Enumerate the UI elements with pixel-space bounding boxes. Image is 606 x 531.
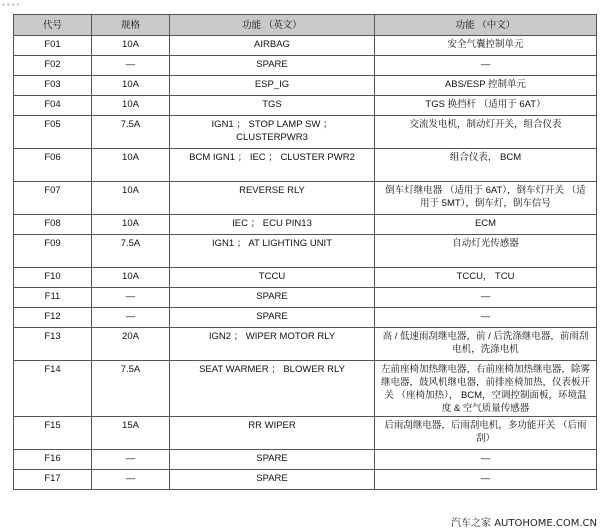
fuse-code-cell: F15	[14, 417, 92, 450]
table-body	[14, 36, 597, 490]
table-row	[14, 328, 597, 361]
function-english-cell: RR WIPER	[170, 417, 375, 450]
fuse-code-cell: F05	[14, 116, 92, 149]
table-row	[14, 36, 597, 56]
function-chinese-cell: 安全气囊控制单元	[375, 36, 597, 56]
fuse-code-cell: F12	[14, 308, 92, 328]
function-english-cell: IGN2 ； WIPER MOTOR RLY	[170, 328, 375, 361]
fuse-code-cell: F14	[14, 361, 92, 417]
function-chinese-cell: —	[375, 308, 597, 328]
fuse-code-cell: F13	[14, 328, 92, 361]
fuse-rating-cell: 10A	[92, 96, 170, 116]
function-chinese-cell: 倒车灯继电器 （适用于 6AT），倒车灯开关 （适用于 5MT），倒车灯，倒车信号	[375, 182, 597, 215]
header-function-chinese: 功能 （中文）	[375, 15, 597, 36]
function-english-cell: SPARE	[170, 308, 375, 328]
table-row	[14, 268, 597, 288]
function-chinese-cell: —	[375, 470, 597, 490]
fuse-rating-cell: 10A	[92, 215, 170, 235]
table-row	[14, 76, 597, 96]
fuse-code-cell: F06	[14, 149, 92, 182]
fuse-rating-cell: 7.5A	[92, 235, 170, 268]
function-english-cell: SEAT WARMER ； BLOWER RLY	[170, 361, 375, 417]
table-header-row	[14, 15, 597, 36]
table-row	[14, 450, 597, 470]
table-row	[14, 417, 597, 450]
fuse-code-cell: F10	[14, 268, 92, 288]
function-chinese-cell: —	[375, 288, 597, 308]
function-chinese-cell: ABS/ESP 控制单元	[375, 76, 597, 96]
function-english-cell: SPARE	[170, 288, 375, 308]
function-english-cell: IGN1 ； STOP LAMP SW ； CLUSTERPWR3	[170, 116, 375, 149]
header-function-english: 功能 （英文）	[170, 15, 375, 36]
fuse-rating-cell: 20A	[92, 328, 170, 361]
fuse-code-cell: F09	[14, 235, 92, 268]
function-english-cell: SPARE	[170, 450, 375, 470]
fuse-code-cell: F16	[14, 450, 92, 470]
function-english-cell: AIRBAG	[170, 36, 375, 56]
fuse-table	[13, 14, 597, 490]
fuse-rating-cell: 10A	[92, 36, 170, 56]
top-edge-mark: ▪▪▪▪	[2, 0, 22, 9]
fuse-rating-cell: 10A	[92, 182, 170, 215]
function-english-cell: TCCU	[170, 268, 375, 288]
table-row	[14, 288, 597, 308]
fuse-rating-cell: —	[92, 450, 170, 470]
fuse-rating-cell: 10A	[92, 76, 170, 96]
fuse-rating-cell: —	[92, 288, 170, 308]
fuse-code-cell: F08	[14, 215, 92, 235]
table-row	[14, 308, 597, 328]
fuse-rating-cell: —	[92, 470, 170, 490]
function-chinese-cell: 高 / 低速雨刮继电器，前 / 后洗涤继电器，前雨刮电机，洗涤电机	[375, 328, 597, 361]
function-chinese-cell: 组合仪表， BCM	[375, 149, 597, 182]
function-chinese-cell: 左前座椅加热继电器，右前座椅加热继电器，除雾继电器，鼓风机继电器，前排座椅加热，仪表板开关 （座椅加热）， BCM，空调控制面板，环境温度 & 空气质量传感器	[375, 361, 597, 417]
function-chinese-cell: —	[375, 450, 597, 470]
function-chinese-cell: —	[375, 56, 597, 76]
fuse-code-cell: F01	[14, 36, 92, 56]
fuse-rating-cell: 7.5A	[92, 361, 170, 417]
function-chinese-cell: TCCU， TCU	[375, 268, 597, 288]
fuse-code-cell: F03	[14, 76, 92, 96]
function-english-cell: REVERSE RLY	[170, 182, 375, 215]
fuse-rating-cell: 7.5A	[92, 116, 170, 149]
table-row	[14, 96, 597, 116]
fuse-code-cell: F17	[14, 470, 92, 490]
function-english-cell: SPARE	[170, 56, 375, 76]
table-row	[14, 215, 597, 235]
table-row	[14, 470, 597, 490]
fuse-rating-cell: 15A	[92, 417, 170, 450]
function-english-cell: IGN1 ； AT LIGHTING UNIT	[170, 235, 375, 268]
table-row	[14, 116, 597, 149]
fuse-rating-cell: —	[92, 308, 170, 328]
watermark: 汽车之家 AUTOHOME.COM.CN	[448, 514, 600, 529]
table-row	[14, 149, 597, 182]
fuse-rating-cell: —	[92, 56, 170, 76]
function-english-cell: TGS	[170, 96, 375, 116]
function-chinese-cell: TGS 换挡杆 （适用于 6AT）	[375, 96, 597, 116]
function-english-cell: BCM IGN1 ； IEC ； CLUSTER PWR2	[170, 149, 375, 182]
fuse-rating-cell: 10A	[92, 268, 170, 288]
table-row	[14, 235, 597, 268]
fuse-code-cell: F04	[14, 96, 92, 116]
function-chinese-cell: ECM	[375, 215, 597, 235]
fuse-rating-cell: 10A	[92, 149, 170, 182]
header-spec: 规格	[92, 15, 170, 36]
fuse-code-cell: F07	[14, 182, 92, 215]
function-chinese-cell: 后雨刮继电器，后雨刮电机，多功能开关 （后雨刮）	[375, 417, 597, 450]
fuse-code-cell: F11	[14, 288, 92, 308]
function-english-cell: IEC ； ECU PIN13	[170, 215, 375, 235]
fuse-code-cell: F02	[14, 56, 92, 76]
function-english-cell: SPARE	[170, 470, 375, 490]
function-chinese-cell: 自动灯光传感器	[375, 235, 597, 268]
table-row	[14, 361, 597, 417]
header-code: 代号	[14, 15, 92, 36]
table-row	[14, 182, 597, 215]
function-english-cell: ESP_IG	[170, 76, 375, 96]
table-row	[14, 56, 597, 76]
function-chinese-cell: 交流发电机，制动灯开关，组合仪表	[375, 116, 597, 149]
